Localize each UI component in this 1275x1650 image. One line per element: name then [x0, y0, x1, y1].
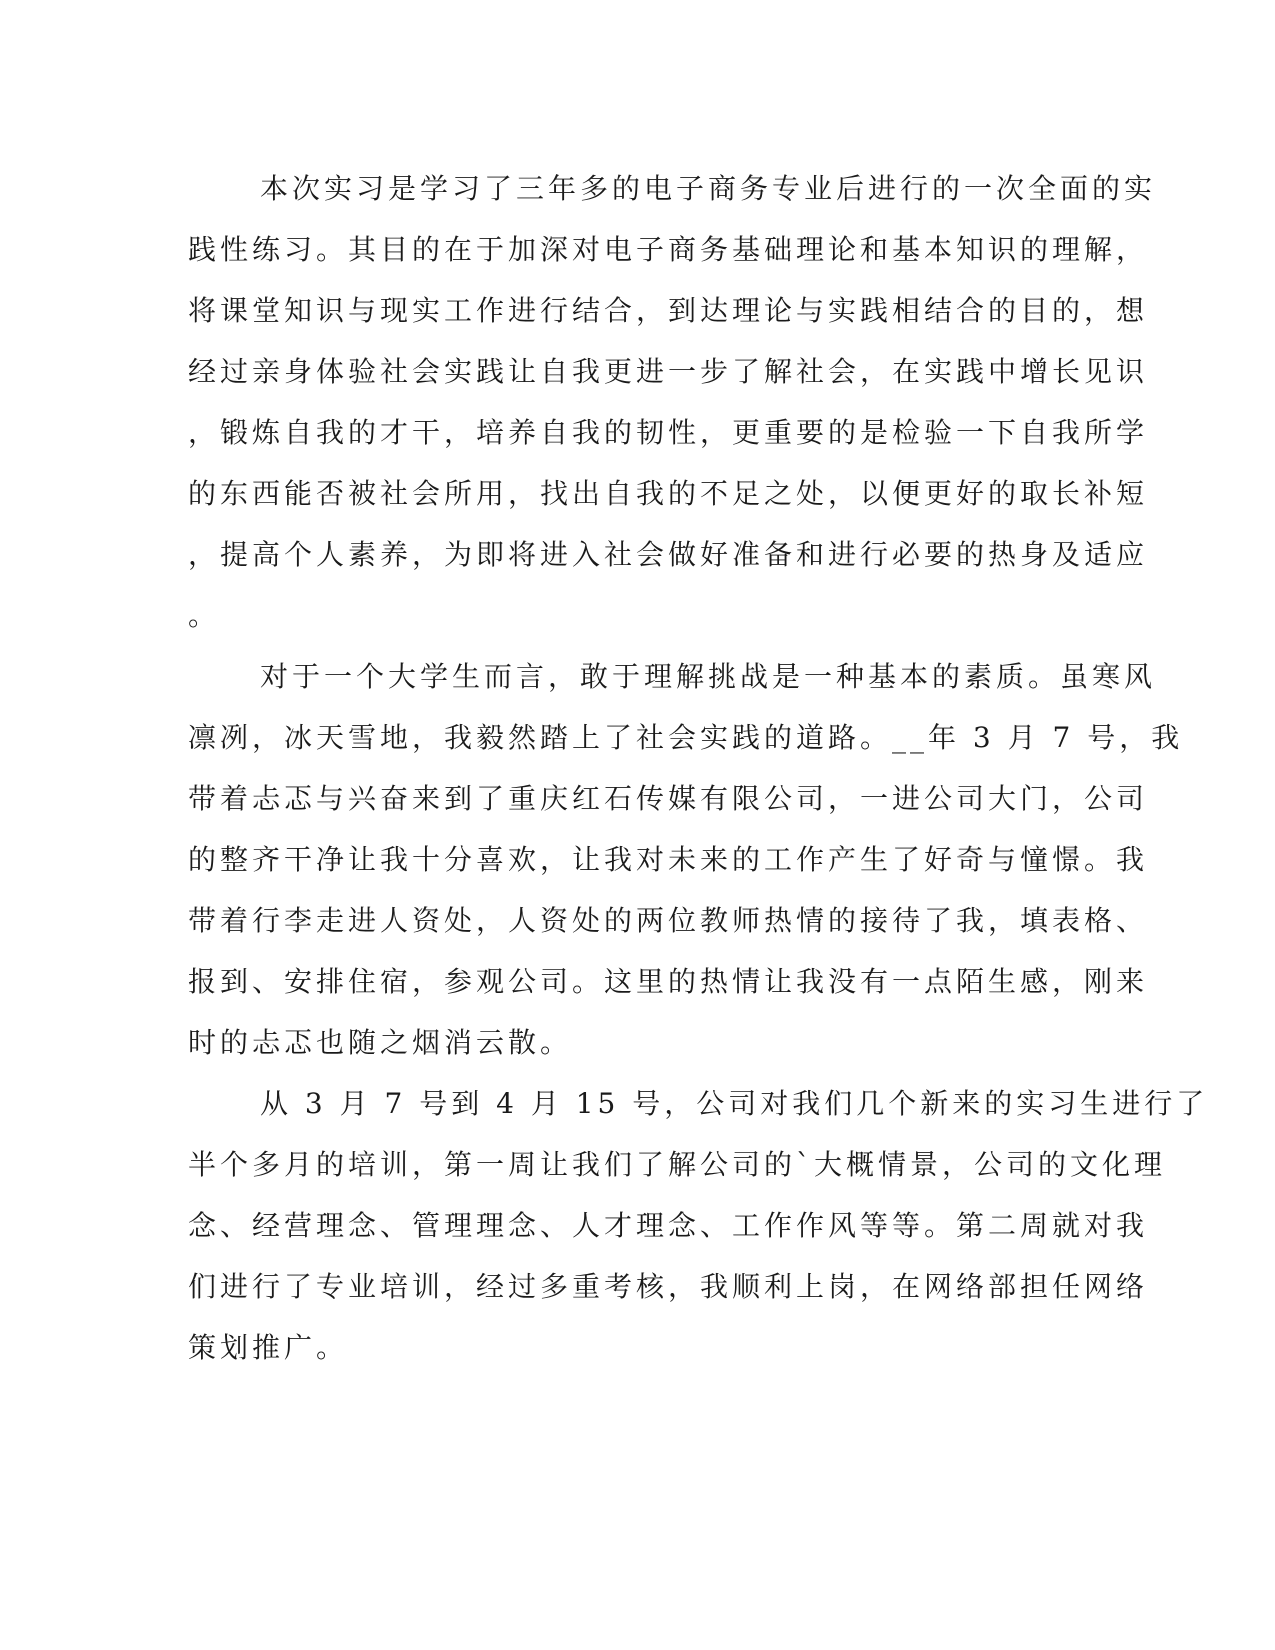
paragraph-3-line-3: 念、经营理念、管理理念、人才理念、工作作风等等。第二周就对我: [188, 1209, 1149, 1242]
paragraph-1-line-3: 将课堂知识与现实工作进行结合，到达理论与实践相结合的目的，想: [188, 294, 1149, 327]
paragraph-1-line-5: ，锻炼自我的才干，培养自我的韧性，更重要的是检验一下自我所学: [188, 416, 1149, 449]
paragraph-3-line-2: 半个多月的培训，第一周让我们了解公司的`大概情景，公司的文化理: [188, 1148, 1167, 1181]
paragraph-2-line-6: 报到、安排住宿，参观公司。这里的热情让我没有一点陌生感，刚来: [188, 965, 1149, 998]
paragraph-2-line-1: 对于一个大学生而言，敢于理解挑战是一种基本的素质。虽寒风: [260, 660, 1157, 693]
paragraph-3-line-4: 们进行了专业培训，经过多重考核，我顺利上岗，在网络部担任网络: [188, 1270, 1149, 1303]
paragraph-1-line-1: 本次实习是学习了三年多的电子商务专业后进行的一次全面的实: [260, 172, 1157, 205]
paragraph-1-line-7: ，提高个人素养，为即将进入社会做好准备和进行必要的热身及适应: [188, 538, 1149, 571]
paragraph-2-line-4: 的整齐干净让我十分喜欢，让我对未来的工作产生了好奇与憧憬。我: [188, 843, 1149, 876]
paragraph-2-line-2: 凛冽，冰天雪地，我毅然踏上了社会实践的道路。__年 3 月 7 号，我: [188, 721, 1184, 754]
paragraph-3-line-5: 策划推广。: [188, 1331, 349, 1364]
body-text: [188, 158, 1209, 1378]
paragraph-2-line-7: 时的忐忑也随之烟消云散。: [188, 1026, 573, 1059]
paragraph-1-line-6: 的东西能否被社会所用，找出自我的不足之处，以便更好的取长补短: [188, 477, 1149, 510]
paragraph-3-line-1: 从 3 月 7 号到 4 月 15 号，公司对我们几个新来的实习生进行了: [260, 1087, 1209, 1120]
paragraph-2-line-3: 带着忐忑与兴奋来到了重庆红石传媒有限公司，一进公司大门，公司: [188, 782, 1149, 815]
paragraph-1-line-4: 经过亲身体验社会实践让自我更进一步了解社会，在实践中增长见识: [188, 355, 1149, 388]
paragraph-2-line-5: 带着行李走进人资处，人资处的两位教师热情的接待了我，填表格、: [188, 904, 1149, 937]
paragraph-1-line-8: 。: [188, 599, 221, 632]
paragraph-1-line-2: 践性练习。其目的在于加深对电子商务基础理论和基本知识的理解，: [188, 233, 1149, 266]
